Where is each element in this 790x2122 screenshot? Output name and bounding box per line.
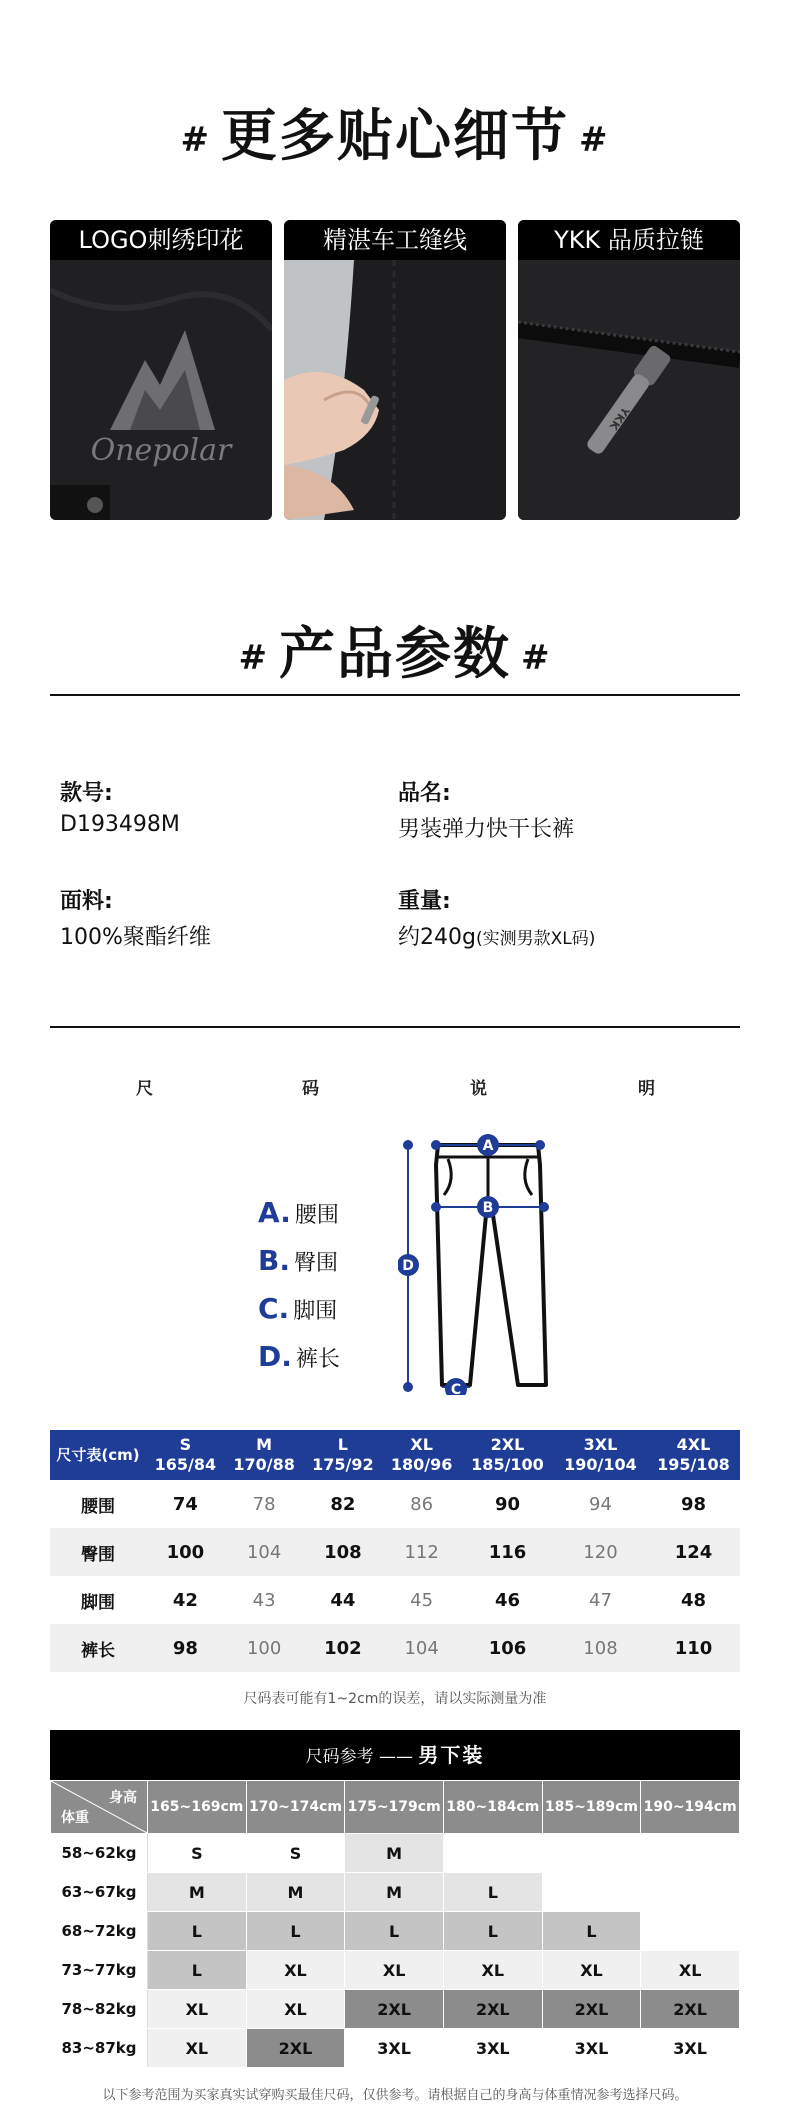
divider [50, 694, 740, 696]
size-table-note: 尺码表可能有1~2cm的误差，请以实际测量为准 [243, 1691, 547, 1707]
table-row [51, 1990, 740, 2029]
size-cell [641, 1873, 740, 1912]
hash-mark: # [238, 637, 269, 678]
size-cell: M [148, 1873, 247, 1912]
table-cell: 104 [225, 1528, 304, 1576]
table-cell: 124 [647, 1528, 740, 1576]
size-column-header [647, 1430, 740, 1480]
height-header: 170~174cm [246, 1781, 345, 1834]
size-spec: 175/92 [312, 1455, 374, 1474]
table-row [51, 1834, 740, 1873]
detail-card-zipper [518, 220, 740, 520]
table-row [51, 1951, 740, 1990]
size-spec: 165/84 [154, 1455, 217, 1474]
reference-corner [51, 1781, 148, 1834]
param-value-fabric: 100%聚酯纤维 [60, 925, 211, 950]
table-cell: 43 [252, 1589, 276, 1611]
size-column-header [304, 1430, 383, 1480]
table-cell: 98 [146, 1624, 225, 1672]
size-name: 3XL [583, 1435, 618, 1454]
size-cell: XL [542, 1951, 641, 1990]
table-cell: 98 [680, 1493, 707, 1515]
size-name: S [179, 1435, 192, 1454]
hash-mark: # [521, 637, 552, 678]
reference-table [50, 1780, 740, 2068]
legend-label: 腰围 [294, 1203, 339, 1228]
table-row [50, 1576, 740, 1624]
legend-waist [258, 1196, 339, 1229]
size-spec: 190/104 [564, 1455, 637, 1474]
size-cell: 3XL [542, 2029, 641, 2068]
param-value-name: 男装弹力快干长裤 [398, 817, 575, 842]
param-label-fabric: 面料: [60, 889, 113, 914]
diagram-letter-c: C [450, 1382, 462, 1395]
table-row [50, 1480, 740, 1528]
row-label: 腰围 [81, 1496, 115, 1517]
zipper-image [518, 260, 740, 520]
height-header: 165~169cm [148, 1781, 247, 1834]
table-cell: 86 [410, 1493, 434, 1515]
height-header: 180~184cm [443, 1781, 542, 1834]
size-cell: XL [443, 1951, 542, 1990]
table-cell: 110 [647, 1624, 740, 1672]
diagram-letter-a: A [482, 1138, 494, 1154]
corner-weight-label: 体重 [61, 1810, 89, 1826]
legend-letter: B. [258, 1244, 290, 1277]
legend-label: 裤长 [295, 1347, 340, 1372]
size-cell: XL [148, 2029, 247, 2068]
table-cell: 100 [146, 1528, 225, 1576]
table-cell: 74 [172, 1493, 198, 1515]
size-spec: 185/100 [471, 1455, 544, 1474]
reference-note: 以下参考范围为买家真实试穿购买最佳尺码，仅供参考。请根据自己的身高与体重情况参考选择尺码。 [102, 2088, 688, 2103]
size-column-header [461, 1430, 554, 1480]
size-cell: 2XL [542, 1990, 641, 2029]
legend-hip [258, 1244, 338, 1277]
size-heading-char: 说 [470, 1079, 487, 1099]
size-cell: L [148, 1912, 247, 1951]
embroidery-text: Onepolar [90, 433, 232, 468]
size-cell: XL [345, 1951, 444, 1990]
height-header: 175~179cm [345, 1781, 444, 1834]
size-column-header [382, 1430, 461, 1480]
size-heading-char: 明 [638, 1079, 655, 1099]
size-heading-char: 码 [302, 1079, 319, 1099]
table-cell: 104 [382, 1624, 461, 1672]
row-label: 裤长 [50, 1624, 146, 1672]
zipper-brand-text: YKK [606, 404, 632, 433]
size-cell [641, 1912, 740, 1951]
table-cell: 112 [382, 1528, 461, 1576]
size-cell: L [443, 1912, 542, 1951]
param-label-name: 品名: [398, 781, 451, 806]
table-row [51, 2029, 740, 2068]
size-name: L [337, 1435, 348, 1454]
table-cell: 120 [554, 1528, 647, 1576]
weight-label: 78~82kg [51, 1990, 148, 2029]
param-label-weight: 重量: [398, 889, 451, 914]
size-cell: 2XL [641, 1990, 740, 2029]
size-spec: 195/108 [657, 1455, 730, 1474]
size-cell: 3XL [641, 2029, 740, 2068]
size-cell: M [345, 1834, 444, 1873]
corner-height-label: 身高 [109, 1790, 137, 1806]
legend-letter: A. [258, 1196, 291, 1229]
table-row [50, 1528, 740, 1576]
table-cell: 100 [225, 1624, 304, 1672]
logo-embroidery-image [50, 260, 272, 520]
param-value-weight [398, 920, 595, 951]
height-header: 185~189cm [542, 1781, 641, 1834]
size-cell: XL [246, 1951, 345, 1990]
table-cell: 108 [304, 1528, 383, 1576]
row-label: 脚围 [81, 1592, 115, 1613]
size-name: XL [410, 1435, 433, 1454]
table-cell: 108 [554, 1624, 647, 1672]
details-title-text: 更多贴心细节 [221, 104, 569, 169]
size-cell: XL [641, 1951, 740, 1990]
size-cell: 2XL [246, 2029, 345, 2068]
weight-label: 68~72kg [51, 1912, 148, 1951]
weight-label: 63~67kg [51, 1873, 148, 1912]
diagram-letter-d: D [402, 1258, 414, 1274]
table-row [51, 1873, 740, 1912]
legend-label: 臀围 [293, 1251, 338, 1276]
size-cell: M [246, 1873, 345, 1912]
weight-value: 约240g [398, 925, 476, 950]
table-cell: 44 [330, 1589, 356, 1611]
size-heading-char: 尺 [136, 1079, 153, 1099]
table-cell: 116 [461, 1528, 554, 1576]
size-cell: L [148, 1951, 247, 1990]
table-cell: 94 [589, 1493, 612, 1515]
size-cell: 2XL [345, 1990, 444, 2029]
table-cell: 90 [494, 1493, 521, 1515]
param-value-style: D193498M [60, 812, 180, 837]
diagram-letter-b: B [482, 1200, 494, 1216]
legend-letter: C. [258, 1292, 290, 1325]
card-caption: 精湛车工缝线 [284, 220, 506, 260]
table-cell: 45 [410, 1589, 434, 1611]
legend-leg-opening [258, 1292, 337, 1325]
detail-card-logo [50, 220, 272, 520]
table-cell: 106 [461, 1624, 554, 1672]
stitching-image [284, 260, 506, 520]
size-spec: 180/96 [390, 1455, 453, 1474]
reference-title [50, 1730, 740, 1780]
legend-letter: D. [258, 1340, 292, 1373]
size-cell: XL [148, 1990, 247, 2029]
reference-title-main: 男下装 [418, 1743, 485, 1767]
size-cell: 3XL [345, 2029, 444, 2068]
weight-note: (实测男款XL码) [475, 929, 596, 949]
size-table [50, 1430, 740, 1672]
table-cell: 47 [589, 1589, 612, 1611]
details-title [0, 92, 790, 172]
table-cell: 78 [252, 1493, 276, 1515]
size-cell [641, 1834, 740, 1873]
size-cell: L [246, 1912, 345, 1951]
size-cell: S [246, 1834, 345, 1873]
table-row [51, 1912, 740, 1951]
card-caption: YKK 品质拉链 [518, 220, 740, 260]
table-row [50, 1624, 740, 1672]
weight-label: 83~87kg [51, 2029, 148, 2068]
size-name: 4XL [676, 1435, 711, 1454]
size-cell: M [345, 1873, 444, 1912]
size-column-header [554, 1430, 647, 1480]
pants-diagram [398, 1125, 618, 1395]
params-title [0, 610, 790, 690]
param-label-style: 款号: [60, 781, 113, 806]
size-spec: 170/88 [233, 1455, 295, 1474]
size-cell [443, 1834, 542, 1873]
reference-header [51, 1781, 740, 1834]
size-cell: L [443, 1873, 542, 1912]
height-header: 190~194cm [641, 1781, 740, 1834]
params-title-text: 产品参数 [279, 622, 511, 687]
size-cell [542, 1873, 641, 1912]
table-cell: 46 [494, 1589, 521, 1611]
card-caption: LOGO刺绣印花 [50, 220, 272, 260]
legend-length [258, 1340, 340, 1373]
size-column-header [146, 1430, 225, 1480]
table-cell: 42 [172, 1589, 198, 1611]
size-cell: S [148, 1834, 247, 1873]
weight-label: 73~77kg [51, 1951, 148, 1990]
weight-label: 58~62kg [51, 1834, 148, 1873]
divider [50, 1026, 740, 1028]
size-cell: L [345, 1912, 444, 1951]
size-name: M [256, 1435, 273, 1454]
row-label: 臀围 [50, 1528, 146, 1576]
reference-title-prefix: 尺码参考 —— [305, 1747, 419, 1767]
legend-label: 脚围 [293, 1299, 338, 1324]
table-cell: 48 [680, 1589, 707, 1611]
size-table-header [50, 1430, 740, 1480]
size-cell: 2XL [443, 1990, 542, 2029]
size-column-header [225, 1430, 304, 1480]
size-name: 2XL [490, 1435, 525, 1454]
size-cell [542, 1834, 641, 1873]
size-table-corner: 尺寸表(cm) [50, 1430, 146, 1480]
table-cell: 82 [330, 1493, 356, 1515]
detail-card-stitch [284, 220, 506, 520]
hash-mark: # [579, 119, 610, 160]
size-cell: L [542, 1912, 641, 1951]
hash-mark: # [180, 119, 211, 160]
size-cell: XL [246, 1990, 345, 2029]
table-cell: 102 [304, 1624, 383, 1672]
size-cell: 3XL [443, 2029, 542, 2068]
